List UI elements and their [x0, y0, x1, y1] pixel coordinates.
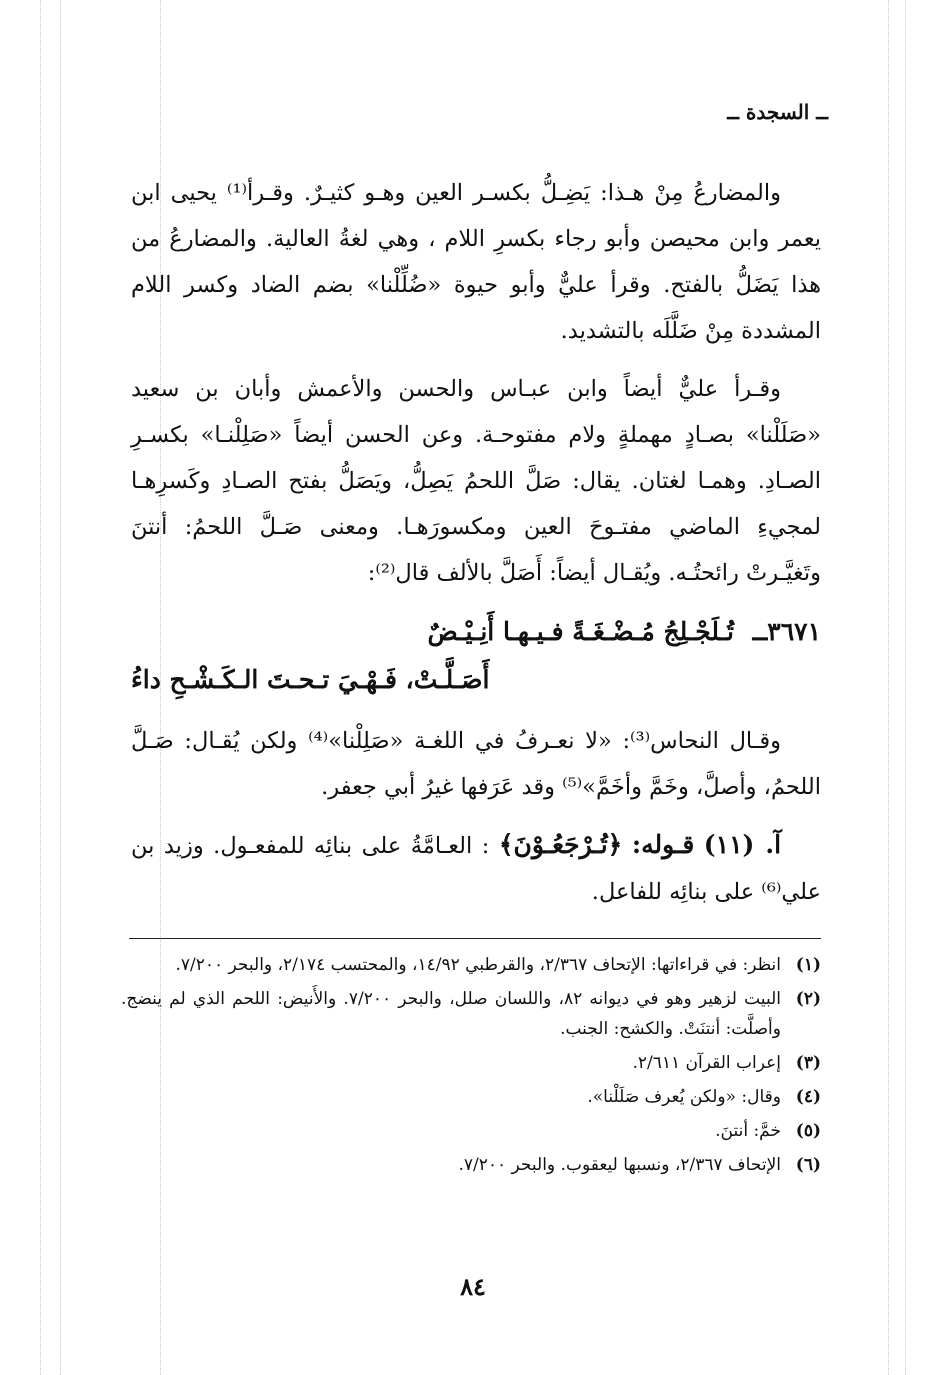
footnote — [121, 1150, 821, 1180]
ayah-commentary — [131, 822, 821, 915]
paragraph: وقـرأ عليٌّ أيضاً وابن عبـاس والحسن والأعمش وأبان بن سعيد «صَلَلْنا» بصـادٍ مهملةٍ ولام مفتوحـة. وعن الحسن أيضاً «صَلِلْنـا» بكسـرِ الصـادِ. وهمـا لغتان. يقال: صَلَّ اللحمُ يَصِلُّ، ويَصَلُّ بفتح الصـادِ وكَسرِهـا لمجيءِ الماضي مفتـوحَ العين ومكسورَهـا. ومعنى صَـلَّ اللحمُ: أنتنَ وتَغيَّـرتْ رائحتُـه. ويُقـال أيضاً: أَصَلَّ بالألف قال⁽²⁾: — [131, 376, 821, 586]
footnote-text: خمَّ: أنتنَ. — [715, 1121, 781, 1141]
paragraph: والمضارعُ مِنْ هـذا: يَضِـلُّ بكسـر العين وهـو كثيـرٌ. وقـرأ⁽¹⁾ يحيى ابن يعمر وابن محيصن وأبو رجاء بكسرِ اللام ، وهي لغةُ العالية. والمضارعُ من هذا يَضَلُّ بالفتح. وقرأ عليٌّ وأبو حيوة «ضُلِّلْنا» بضم الضاد وكسر اللام المشددة مِنْ ضَلَّلَه بالتشديد. — [131, 180, 821, 344]
footnote — [121, 1116, 821, 1146]
footnote-number: (٥) — [795, 1121, 821, 1141]
verse-second-hemistich: أَصَـلَّـتْ، فَـهْـيَ تـحـتَ الـكَـشْـحِ داءُ — [131, 665, 490, 694]
scan-guide-line — [40, 0, 41, 1375]
running-head: ــ السجدة ــ — [727, 100, 828, 124]
footnote-text: انظر: في قراءاتها: الإتحاف ٢/٣٦٧، والقرطبي ١٤/٩٢، والمحتسب ٢/١٧٤، والبحر ٧/٢٠٠. — [175, 955, 781, 975]
footnote-number: (٤) — [795, 1087, 821, 1107]
verse-number: ٣٦٧١ــ — [752, 617, 821, 646]
footnote-number: (١) — [795, 955, 821, 975]
footnotes — [121, 950, 821, 1184]
scan-guide-line — [60, 0, 61, 1375]
scan-guide-line — [888, 0, 889, 1375]
quran-word: ﴿تُـرْجَعُـوْنَ﴾ — [498, 830, 623, 859]
footnote-text: إعراب القرآن ٢/٦١١. — [632, 1053, 781, 1073]
footnote-number: (٢) — [795, 989, 821, 1009]
paragraph: وقـال النحاس⁽³⁾: «لا نعـرفُ في اللغـة «صَلِلْنا»⁽⁴⁾ ولكن يُقـال: صَـلَّ اللحمُ، وأصلَّ، وخَمَّ وأخَمَّ»⁽⁵⁾ وقد عَرَفها غيرُ أبي جعفر. — [131, 728, 821, 800]
footnote — [121, 1082, 821, 1112]
main-text — [131, 170, 821, 915]
footnote-text: البيت لزهير وهو في ديوانه ٨٢، واللسان صلل، والبحر ٧/٢٠٠. والأَنيض: اللحم الذي لم ينضج. وأصلَّت: أنتنَتْ. والكشح: الجنب. — [121, 989, 781, 1039]
scan-guide-line — [905, 0, 906, 1375]
ayah-explanation: : العـامَّةُ على بنائِه للمفعـول. وزيد بن علي⁽⁶⁾ على بنائِه للفاعل. — [131, 833, 821, 905]
footnote — [121, 984, 821, 1044]
footnote-text: الإتحاف ٢/٣٦٧، ونسبها ليعقوب. والبحر ٧/٢٠٠. — [458, 1155, 781, 1175]
poetry-verse — [131, 608, 821, 704]
page-number: ٨٤ — [460, 1272, 486, 1301]
ayah-qawl-label: قـوله: — [631, 830, 695, 859]
footnote-number: (٦) — [795, 1155, 821, 1175]
footnote — [121, 950, 821, 980]
ayah-reference: آ. (١١) — [703, 830, 782, 859]
footnote — [121, 1048, 821, 1078]
footnote-divider — [129, 938, 821, 939]
footnote-number: (٣) — [795, 1053, 821, 1073]
verse-first-hemistich — [131, 608, 821, 656]
footnote-text: وقال: «ولكن يُعرف صَلَلْنا». — [587, 1087, 781, 1107]
verse-line-text: تُـلَجْـلِجُ مُـضْـغَـةً فـيـهـا أَنِـيْـضٌ — [427, 617, 734, 646]
